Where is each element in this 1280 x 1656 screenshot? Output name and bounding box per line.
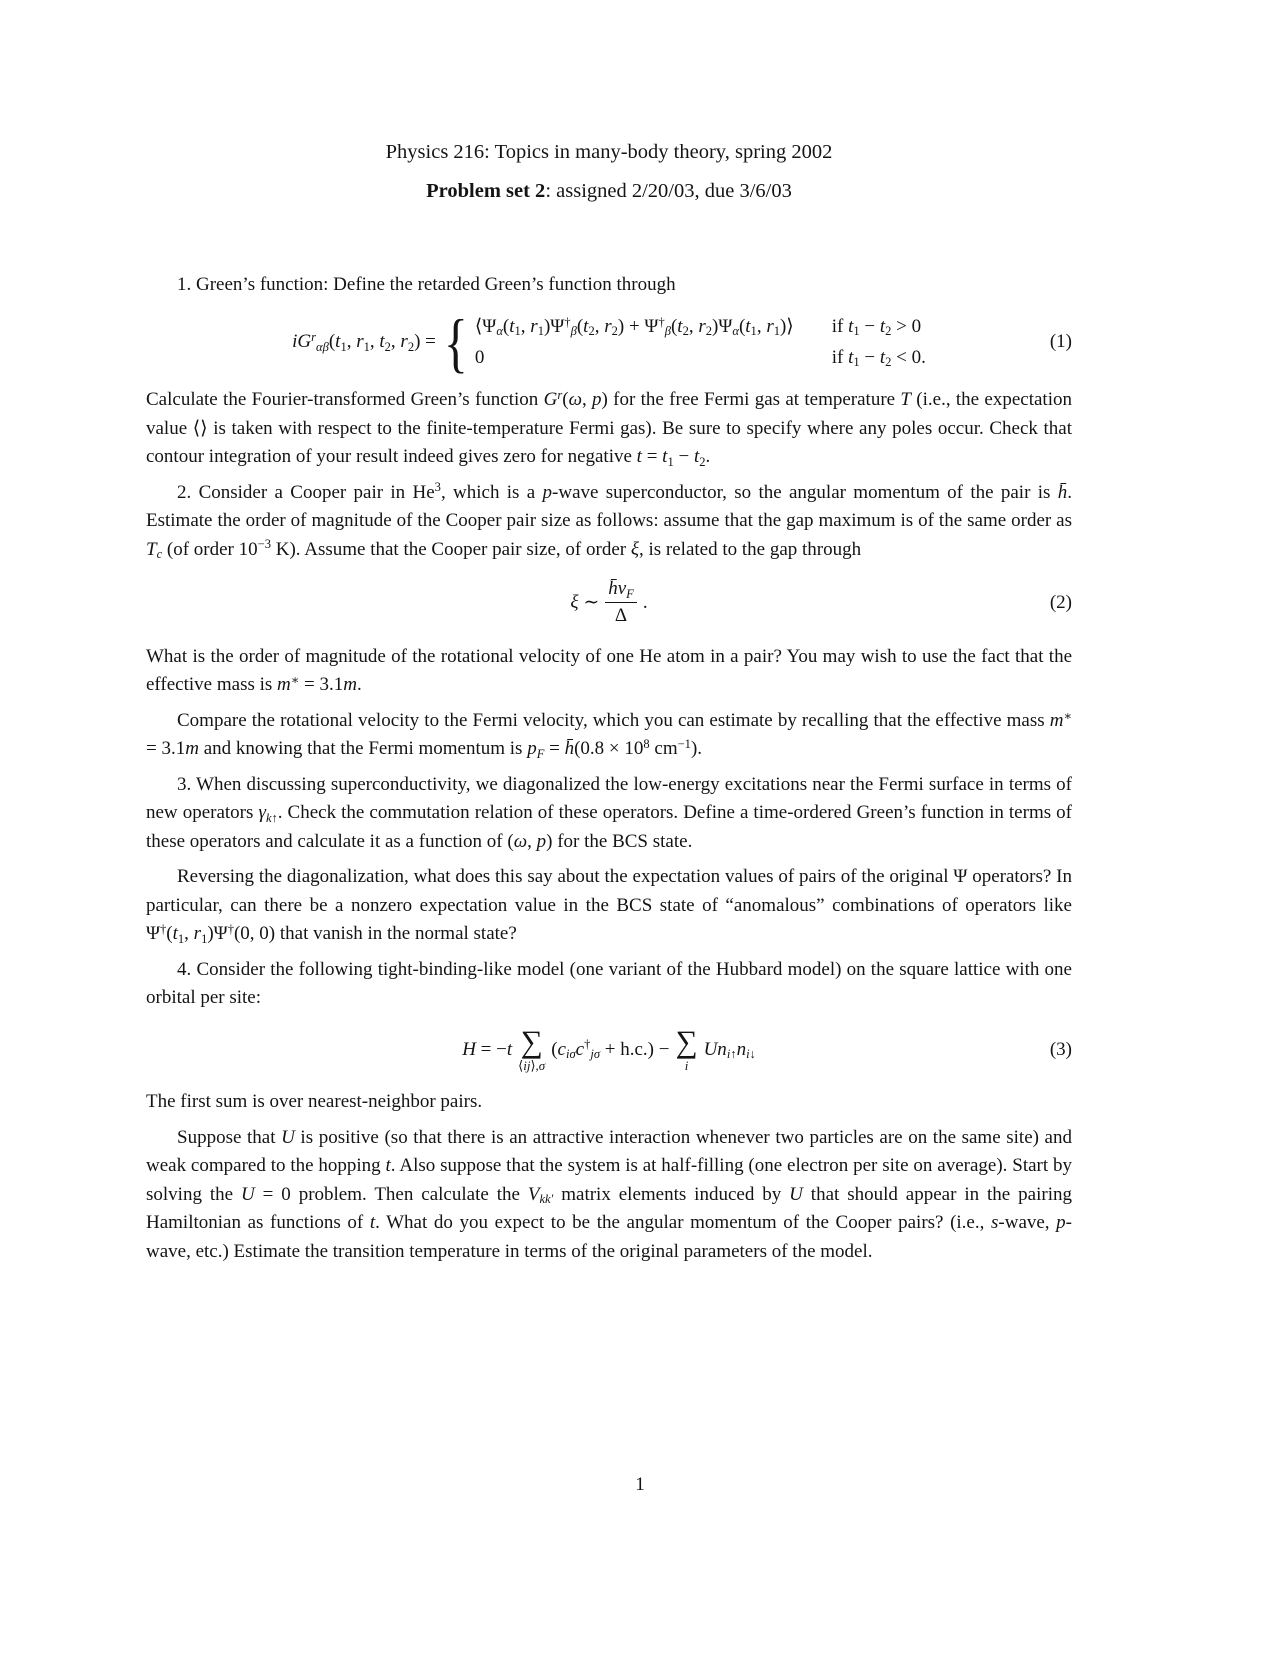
equation-2 [146, 578, 1072, 627]
cases-brace: { [443, 305, 468, 379]
equation-3-sum-sites [675, 1023, 698, 1074]
equation-1-case2-expression: 0 [474, 346, 485, 368]
equation-1-case1-condition: if $t_1 - t_2 > 0$ [831, 315, 922, 339]
equation-1-case2-condition: if $t_1 - t_2 < 0$. [831, 346, 926, 370]
equation-3-sum-neighbors-limits: ⟨ij⟩,σ [518, 1058, 546, 1074]
page-number: 1 [635, 1474, 645, 1495]
problem-4-first-sum-note: The first sum is over nearest-neighbor pairs. [146, 1091, 483, 1113]
equation-3 [146, 1023, 1072, 1074]
equation-1-cases [475, 314, 926, 370]
equation-3-pre: H = −t [462, 1038, 513, 1060]
problem-2-intro: 2. Consider a Cooper pair in He$^3$, which is a p-wave superconductor, so the angular momentum of the pair is h̄. Estimate the order of magnitude of the Cooper pair size as follows: assume that the gap maximum is of the same order as $T_c$ (of order $10^{-3}$ K). Assume that the Cooper pair size, of order ξ, is related to the gap through [146, 480, 1072, 562]
equation-3-sum-sites-limits: i [684, 1058, 689, 1074]
problem-1-body: Calculate the Fourier-transformed Green’s function $G^r(\omega$, p) for the free Fermi gas at temperature T (i.e., the expectation value ⟨⟩ is taken with respect to the finite-temperature Fermi gas). Be sure to specify where any poles occur. Check that contour integration of your result indeed gives zero for negative $t = t_1 - t_2$. [146, 387, 1072, 469]
equation-3-number: (3) [1049, 1038, 1072, 1060]
problem-1-intro: 1. Green’s function: Define the retarded Green’s function through [177, 274, 676, 296]
equation-1-lhs: $iG^r_{\alpha\beta}(t_1$, $r_1$, $t_2$, $r_2$) = [292, 329, 436, 354]
equation-2-denominator: Δ [614, 605, 628, 626]
problem-2-question-velocity: What is the order of magnitude of the rotational velocity of one He atom in a pair? You may wish to use the fact that the effective mass is m∗ = 3.1m. [146, 645, 1072, 696]
equation-1-number: (1) [1049, 331, 1072, 353]
equation-2-numerator: $h̄v_F$ [605, 578, 637, 603]
document-page [146, 138, 1072, 1273]
subtitle-dates: : assigned 2/20/03, due 3/6/03 [545, 179, 792, 202]
equation-2-tail: . [642, 591, 648, 613]
equation-3-post: $Un_{i↑}n_{i↓}$ [703, 1038, 756, 1062]
problem-2-question-compare: Compare the rotational velocity to the Fermi velocity, which you can estimate by recalling that the effective mass m∗ = 3.1m and knowing that the Fermi momentum is $p_F$ = h̄(0.8 × $10^8$ $cm^{-1}$). [146, 708, 1072, 761]
document-body [146, 271, 1072, 1266]
problem-3-intro: 3. When discussing superconductivity, we diagonalized the low-energy excitations near the Fermi surface in terms of new operators $\gamma_{k↑}$. Check the commutation relation of these operators. Define a time-ordered Green’s function in terms of these operators and calculate it as a function of (ω, p) for the BCS state. [146, 773, 1072, 852]
equation-1 [146, 305, 1072, 379]
problem-4-intro: 4. Consider the following tight-binding-like model (one variant of the Hubbard model) on the square lattice with one orbital per site: [146, 958, 1072, 1009]
equation-3-mid: $(c_{i\sigma}c^\dagger_{j\sigma} + h.c.)$ − [551, 1037, 670, 1062]
subtitle-problem-set: Problem set 2 [426, 179, 546, 202]
equation-3-sum-neighbors [518, 1023, 546, 1074]
sigma-icon: ∑ [520, 1023, 543, 1059]
problem-4-body: Suppose that U is positive (so that there is an attractive interaction whenever two particles are on the same site) and weak compared to the hopping t. Also suppose that the system is at half-filling (one electron per site on average). Start by solving the U = 0 problem. Then calculate the $V_{kk'}$ matrix elements induced by U that should appear in the pairing Hamiltonian as functions of t. What do you expect to be the angular momentum of the Cooper pairs? (i.e., s-wave, p-wave, etc.) Estimate the transition temperature in terms of the original parameters of the model. [146, 1126, 1072, 1262]
sigma-icon: ∑ [675, 1023, 698, 1059]
problem-3-reversing: Reversing the diagonalization, what does this say about the expectation values of pairs of the original Ψ operators? In particular, can there be a nonzero expectation value in the BCS state of “anomalous” combinations of operators like $\Psi^\dagger(t_1$, $r_1)\Psi^\dagger(0$, 0) that vanish in the normal state? [146, 866, 1072, 946]
equation-1-case1-expression: $⟨\Psi_\alpha(t_1$, $r_1)\Psi^\dagger_\beta(t_2$, $r_2) + \Psi^\dagger_\beta(t_2$, $r_2)\Psi_\alpha(t_1$, $r_1)⟩$ [474, 314, 794, 339]
page-title: Physics 216: Topics in many-body theory, spring 2002 [385, 141, 833, 163]
equation-2-fraction [605, 578, 637, 627]
equation-2-lhs: ξ ∼ [570, 591, 600, 613]
page-subtitle [146, 177, 1072, 206]
equation-2-number: (2) [1049, 591, 1072, 613]
